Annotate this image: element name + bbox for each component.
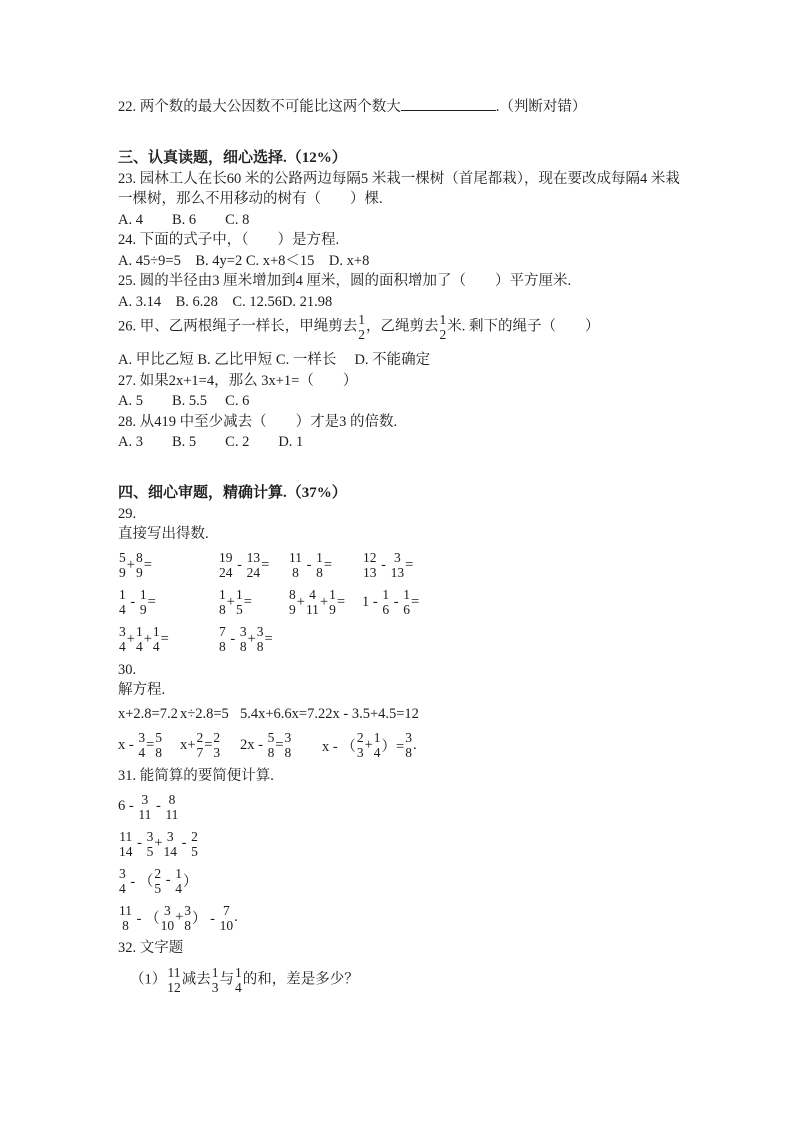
text-fragment: = bbox=[336, 593, 346, 610]
fraction: 3 4 bbox=[119, 624, 126, 654]
text-fragment: + bbox=[296, 593, 305, 610]
math-expression bbox=[362, 550, 413, 580]
text-fragment: - bbox=[377, 556, 390, 573]
text-fragment: （1） bbox=[130, 970, 167, 987]
fraction: 11 8 bbox=[119, 902, 132, 933]
question-31-expr-3 bbox=[118, 864, 683, 897]
fraction: 3 8 bbox=[239, 624, 247, 654]
text-fragment: ） bbox=[182, 874, 198, 890]
text-fragment: = bbox=[160, 630, 169, 647]
fraction: 3 5 bbox=[146, 828, 154, 859]
fraction: 2 3 bbox=[213, 730, 221, 760]
text-fragment: ）= bbox=[381, 738, 405, 755]
fraction: 3 4 bbox=[138, 730, 146, 760]
fraction: 1 4 bbox=[119, 587, 126, 617]
question-25-text: 25. 圆的半径由3 厘米增加到4 厘米，圆的面积增加了（ ）平方厘米. bbox=[118, 273, 572, 289]
question-31-heading: 31. 能简算的要简便计算. bbox=[118, 767, 274, 784]
fraction: 1 4 bbox=[235, 964, 242, 995]
question-24-options: A. 45÷9=5 B. 4y=2 C. x+8＜15 D. x+8 bbox=[118, 252, 370, 269]
text-fragment: = bbox=[146, 736, 155, 753]
fraction: 11 14 bbox=[119, 828, 133, 859]
math-expression bbox=[362, 587, 419, 617]
answer-blank bbox=[401, 96, 496, 111]
text-fragment: x÷2.8=5 bbox=[180, 705, 229, 722]
text-fragment: x - bbox=[118, 736, 138, 753]
text-fragment: 减去 bbox=[181, 970, 211, 987]
fraction: 1 8 bbox=[316, 550, 323, 580]
math-expression bbox=[240, 730, 322, 760]
math-expression bbox=[118, 550, 218, 580]
fraction: 3 8 bbox=[405, 730, 412, 760]
math-expression bbox=[288, 550, 362, 580]
text-fragment: = bbox=[204, 736, 213, 753]
question-31-expr-1 bbox=[118, 790, 683, 823]
question-30-row-1 bbox=[118, 704, 683, 725]
question-29-row-1 bbox=[118, 549, 683, 582]
text-fragment: - bbox=[133, 835, 146, 851]
fraction: 3 10 bbox=[160, 902, 175, 933]
math-expression bbox=[118, 730, 180, 760]
fraction: 3 14 bbox=[163, 828, 178, 859]
math-expression bbox=[118, 903, 238, 933]
text-fragment: + bbox=[319, 593, 329, 610]
section-3-heading: 三、认真读题，细心选择.（12%） bbox=[118, 149, 347, 166]
text-fragment: + bbox=[247, 630, 256, 647]
math-expression bbox=[118, 624, 218, 654]
text-fragment: = bbox=[143, 556, 152, 573]
question-30-row-2 bbox=[118, 729, 683, 762]
math-expression bbox=[118, 706, 180, 723]
question-22 bbox=[118, 96, 683, 118]
fraction: 2 7 bbox=[196, 730, 204, 760]
math-expression bbox=[180, 730, 240, 760]
question-30-number: 30. bbox=[118, 661, 137, 678]
text-fragment: - bbox=[162, 872, 175, 888]
text-fragment: x - （ bbox=[322, 738, 356, 755]
fraction: 1 9 bbox=[329, 587, 336, 617]
text-fragment: + bbox=[126, 556, 135, 573]
text-fragment: 1 - bbox=[362, 593, 382, 610]
math-expression bbox=[288, 587, 362, 617]
text-fragment: - bbox=[126, 593, 139, 610]
question-30-prompt: 解方程. bbox=[118, 682, 166, 698]
fraction: 7 8 bbox=[219, 624, 226, 654]
fraction: 4 11 bbox=[305, 587, 319, 617]
text-fragment: 2x - bbox=[240, 736, 267, 753]
text-fragment: 2x - 3.5+4.5=12 bbox=[325, 705, 419, 722]
math-expression bbox=[180, 706, 240, 723]
fraction: 1 4 bbox=[135, 624, 143, 654]
fraction: 1 5 bbox=[235, 587, 243, 617]
math-expression bbox=[325, 706, 419, 723]
section-4-heading: 四、细心审题，精确计算.（37%） bbox=[118, 484, 347, 501]
text-fragment: = bbox=[410, 593, 420, 610]
fraction: 5 8 bbox=[267, 730, 275, 760]
question-29-row-2 bbox=[118, 586, 683, 619]
question-32-heading: 32. 文字题 bbox=[118, 940, 184, 956]
math-expression bbox=[322, 730, 417, 760]
fraction: 8 9 bbox=[135, 550, 143, 580]
fraction: 1 2 bbox=[439, 312, 447, 342]
fraction: 2 5 bbox=[191, 828, 198, 859]
math-expression bbox=[118, 829, 199, 859]
text-fragment: ，乙绳剪去 bbox=[366, 318, 439, 335]
fraction: 2 5 bbox=[154, 865, 162, 896]
fraction: 1 4 bbox=[175, 865, 182, 896]
text-fragment: = bbox=[405, 556, 414, 573]
text-fragment: = bbox=[243, 593, 252, 610]
math-expression bbox=[218, 550, 288, 580]
fraction: 1 2 bbox=[358, 312, 365, 342]
fraction: 7 10 bbox=[219, 902, 234, 933]
text-fragment: - bbox=[152, 798, 165, 814]
text-fragment: + bbox=[226, 593, 235, 610]
text-fragment: = bbox=[323, 556, 333, 573]
question-24-text: 24. 下面的式子中，（ ）是方程. bbox=[118, 232, 340, 248]
text-fragment: + bbox=[364, 736, 373, 753]
fraction: 19 24 bbox=[219, 550, 233, 580]
question-28-text: 28. 从419 中至少减去（ ）才是3 的倍数. bbox=[118, 413, 398, 430]
text-fragment: 米. 剩下的绳子（ ） bbox=[447, 318, 600, 335]
math-expression bbox=[118, 587, 218, 617]
text-fragment: 6 - bbox=[118, 798, 138, 814]
question-26-options: A. 甲比乙短 B. 乙比甲短 C. 一样长 D. 不能确定 bbox=[118, 352, 431, 368]
text-fragment: x+2.8=7.2 bbox=[118, 705, 178, 722]
fraction: 1 4 bbox=[152, 624, 160, 654]
math-expression bbox=[240, 706, 325, 723]
fraction: 8 11 bbox=[165, 791, 179, 822]
question-28-options: A. 3 B. 5 C. 2 D. 1 bbox=[118, 434, 304, 450]
fraction: 3 13 bbox=[390, 550, 405, 580]
text-fragment: 与 bbox=[219, 970, 234, 987]
fraction: 1 9 bbox=[139, 587, 147, 617]
text-fragment: + bbox=[175, 909, 184, 925]
text-fragment: = bbox=[147, 593, 156, 610]
text-fragment: + bbox=[126, 630, 135, 647]
text-fragment: - bbox=[226, 630, 239, 647]
fraction: 8 9 bbox=[289, 587, 296, 617]
question-23-line1: 23. 园林工人在长60 米的公路两边每隔5 米栽一棵树（首尾都栽），现在要改成每隔4 米栽 bbox=[118, 170, 680, 187]
question-32-item-1 bbox=[118, 965, 683, 995]
text-fragment: . bbox=[412, 736, 417, 753]
fraction: 11 8 bbox=[289, 550, 302, 580]
question-29-prompt: 直接写出得数. bbox=[118, 526, 209, 542]
text-fragment: + bbox=[143, 630, 152, 647]
fraction: 1 4 bbox=[373, 730, 381, 760]
question-25-options: A. 3.14 B. 6.28 C. 12.56D. 21.98 bbox=[118, 293, 333, 310]
text-fragment: 的和，差是多少？ bbox=[242, 970, 359, 987]
fraction: 11 12 bbox=[167, 964, 181, 995]
text-fragment: - （ bbox=[126, 874, 154, 890]
fraction: 1 6 bbox=[382, 587, 390, 617]
fraction: 2 3 bbox=[356, 730, 364, 760]
text-fragment: - （ bbox=[133, 911, 160, 927]
question-29-number: 29. bbox=[118, 505, 137, 522]
fraction: 1 8 bbox=[219, 587, 226, 617]
text-fragment: - bbox=[303, 556, 316, 573]
text-fragment: x+ bbox=[180, 736, 196, 753]
text-fragment: = bbox=[275, 736, 284, 753]
fraction: 5 8 bbox=[155, 730, 163, 760]
question-29-row-3 bbox=[118, 623, 683, 656]
text-fragment: . bbox=[234, 909, 238, 925]
math-expression bbox=[218, 624, 288, 654]
question-31-expr-2 bbox=[118, 827, 683, 860]
text-fragment: 5.4x+6.6x=7.2 bbox=[240, 705, 326, 722]
fraction: 3 11 bbox=[138, 791, 152, 822]
fraction: 12 13 bbox=[363, 550, 377, 580]
math-expression bbox=[218, 587, 288, 617]
text-fragment: 26. 甲、乙两根绳子一样长，甲绳剪去 bbox=[118, 318, 358, 335]
fraction: 3 4 bbox=[119, 865, 126, 896]
question-27-options: A. 5 B. 5.5 C. 6 bbox=[118, 393, 250, 409]
question-27-text: 27. 如果2x+1=4，那么 3x+1=（ ） bbox=[118, 372, 358, 389]
text-fragment: 22. 两个数的最大公因数不可能比这两个数大 bbox=[118, 99, 401, 115]
fraction: 3 8 bbox=[284, 730, 292, 760]
question-31-expr-4 bbox=[118, 901, 683, 934]
text-fragment: ） - bbox=[192, 911, 219, 927]
fraction: 13 24 bbox=[246, 550, 261, 580]
text-fragment: + bbox=[154, 835, 163, 851]
text-fragment: - bbox=[390, 593, 403, 610]
fraction: 1 3 bbox=[211, 964, 219, 995]
text-fragment: - bbox=[233, 556, 246, 573]
text-fragment: .（判断对错） bbox=[495, 99, 587, 115]
text-fragment: - bbox=[178, 835, 191, 851]
math-expression bbox=[118, 866, 197, 896]
fraction: 3 8 bbox=[184, 902, 192, 933]
fraction: 3 8 bbox=[256, 624, 264, 654]
fraction: 1 6 bbox=[403, 587, 410, 617]
text-fragment: = bbox=[264, 630, 273, 647]
question-26-text bbox=[118, 312, 683, 342]
math-expression bbox=[118, 792, 179, 822]
text-fragment: = bbox=[261, 556, 270, 573]
fraction: 5 9 bbox=[119, 550, 126, 580]
question-23-options: A. 4 B. 6 C. 8 bbox=[118, 211, 250, 228]
question-23-line2: 一棵树，那么不用移动的树有（ ）棵. bbox=[118, 191, 383, 207]
